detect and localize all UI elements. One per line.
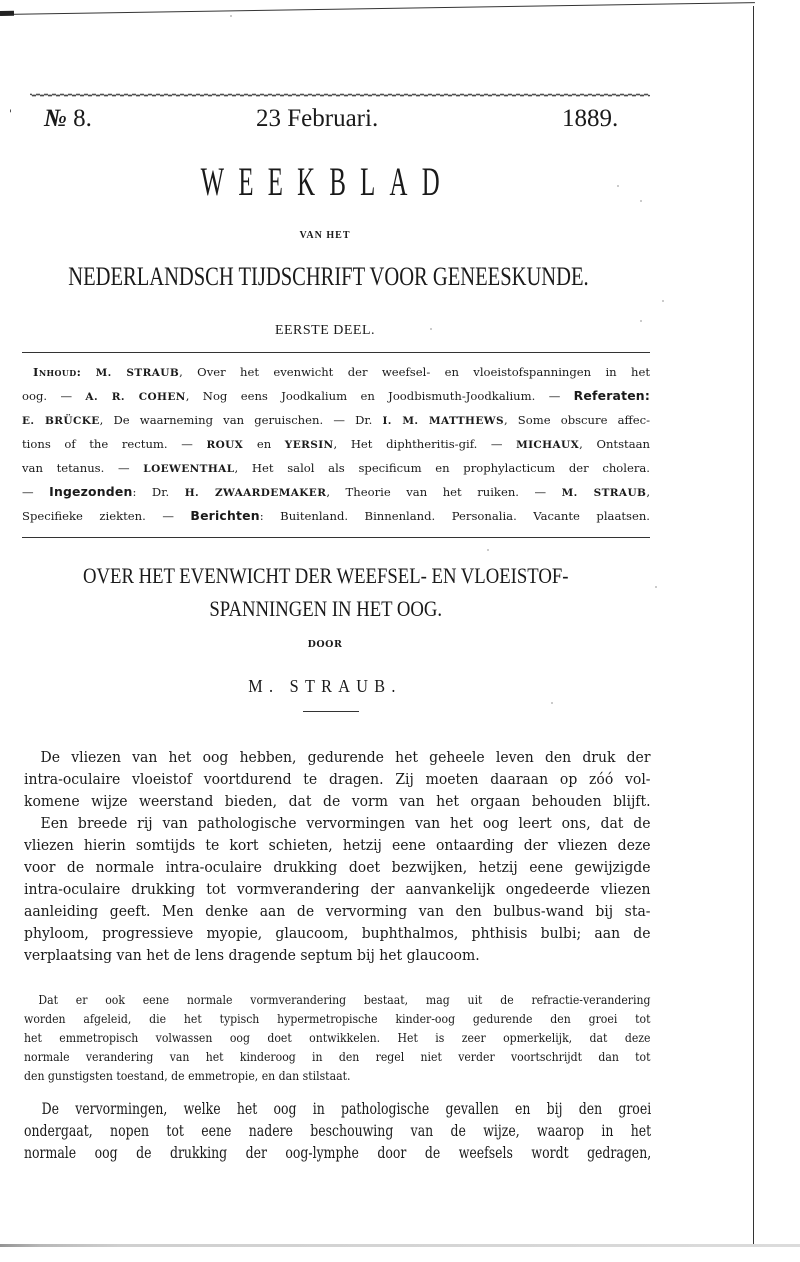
byline-prefix: DOOR: [307, 639, 343, 650]
text-line: De vliezen van het oog hebben, gedurende het geheele leven den druk der: [40, 748, 651, 766]
text-line: intra-oculaire vloeistof voortdurend te dragen. Zij moeten daaraan op zóó vol-: [24, 770, 651, 788]
paper-speck: [655, 586, 657, 588]
issue-number-value: 8.: [73, 105, 92, 132]
issue-header: [0, 104, 650, 134]
masthead-title: WEEKBLAD: [200, 159, 454, 204]
journal-name: NEDERLANDSCH TIJDSCHRIFT VOOR GENEESKUNDE.: [68, 262, 589, 291]
article-paragraph-3: [24, 1098, 651, 1164]
note-line: worden afgeleid, die het typisch hypermetropische kinder-oog gedurende den groei tot: [24, 1012, 651, 1026]
table-of-contents: [22, 360, 650, 530]
text-line: aanleiding geeft. Men denke aan de vervorming van den bulbus-wand bij sta-: [24, 902, 651, 920]
contents-line: — Ingezonden: Dr. H. ZWAARDEMAKER, Theorie van het ruiken. — M. STRAUB,: [22, 484, 650, 499]
page-edge-right: [753, 6, 754, 1244]
text-line: phyloom, progressieve myopie, glaucoom, buphthalmos, phthisis bulbi; aan de: [24, 924, 651, 942]
paper-speck: [617, 185, 619, 187]
text-line: vliezen hierin somtijds te kort schieten, hetzij eene ontaarding der vliezen deze: [24, 836, 651, 854]
note-line: Dat er ook eene normale vormverandering bestaat, mag uit de refractie-verandering: [38, 993, 651, 1007]
stray-mark: ': [9, 109, 12, 120]
wavy-rule: [30, 92, 650, 98]
section-heading-referaten: Referaten: [573, 388, 645, 403]
paper-speck: [640, 320, 642, 322]
text-line: De vervormingen, welke het oog in pathologische gevallen en bij den groei: [41, 1100, 652, 1118]
text-line: voor de normale intra-oculaire drukking doet bezwijken, hetzij eene gewijzigde: [24, 858, 651, 876]
article-title-line1: OVER HET EVENWICHT DER WEEFSEL- EN VLOEISTOF-: [83, 563, 569, 588]
issue-year: 1889.: [562, 105, 619, 132]
paper-speck: [430, 328, 432, 330]
page-edge-bottom: [0, 1244, 800, 1247]
contents-bottom-rule: [22, 537, 650, 538]
article-title-line2: SPANNINGEN IN HET OOG.: [209, 596, 443, 621]
page-edge-top: [0, 2, 755, 15]
text-line: normale oog de drukking der oog-lymphe door de weefsels wordt gedragen,: [24, 1144, 652, 1162]
section-heading-ingezonden: Ingezonden: [49, 484, 133, 499]
issue-number: [44, 104, 164, 134]
text-line: intra-oculaire drukking tot vormverandering der aanvankelijk ongedeerde vliezen: [24, 880, 651, 898]
contents-top-rule: [22, 352, 650, 353]
text-line: Een breede rij van pathologische vervormingen van het oog leert ons, dat de: [40, 814, 651, 832]
contents-line: van tetanus. — LOEWENTHAL, Het salol als specificum en prophylacticum der cholera.: [22, 461, 650, 475]
section-heading-berichten: Berichten: [190, 508, 260, 523]
article-author: M. STRAUB.: [248, 676, 402, 696]
contents-line: oog. — A. R. COHEN, Nog eens Joodkalium en Joodbismuth-Joodkalium. — Referaten:: [22, 388, 650, 403]
article-paragraph-1: [24, 746, 651, 966]
contents-line: E. BRÜCKE, De waarneming van geruischen. — Dr. I. M. MATTHEWS, Some obscure affec-: [22, 413, 650, 427]
contents-line: Inhoud: M. STRAUB, Over het evenwicht der weefsel- en vloeistofspanningen in het: [33, 365, 650, 379]
author-rule: [303, 711, 359, 712]
text-line: ondergaat, nopen tot eene nadere beschouwing van de wijze, waarop in het: [24, 1122, 652, 1140]
note-line: normale verandering van het kinderoog in den regel niet verder voortschrijdt dan tot: [24, 1050, 651, 1064]
contents-line: Specifieke ziekten. — Berichten: Buitenland. Binnenland. Personalia. Vacante plaatsen.: [22, 508, 650, 523]
contents-line: tions of the rectum. — ROUX en YERSIN, Het diphtheritis-gif. — MICHAUX, Ontstaan: [22, 437, 650, 451]
paper-speck: [551, 702, 553, 704]
note-line: het emmetropisch volwassen oog doet ontwikkelen. Het is zeer opmerkelijk, dat deze: [24, 1031, 651, 1045]
paper-speck: [487, 549, 489, 551]
volume-part: EERSTE DEEL.: [274, 323, 376, 338]
paper-speck: [640, 200, 642, 202]
article-note: [24, 991, 651, 1086]
numero-sign: №: [44, 105, 67, 132]
text-line: komene wijze weerstand bieden, dat de vorm van het orgaan behouden blijft.: [24, 792, 651, 810]
issue-date: 23 Februari.: [256, 105, 379, 132]
note-line: den gunstigsten toestand, de emmetropie, en dan stilstaat.: [24, 1069, 351, 1083]
masthead-subtitle: VAN HET: [299, 230, 351, 241]
paper-speck: [230, 15, 232, 17]
text-line: verplaatsing van het de lens dragende septum bij het glaucoom.: [24, 946, 480, 964]
paper-speck: [662, 300, 664, 302]
